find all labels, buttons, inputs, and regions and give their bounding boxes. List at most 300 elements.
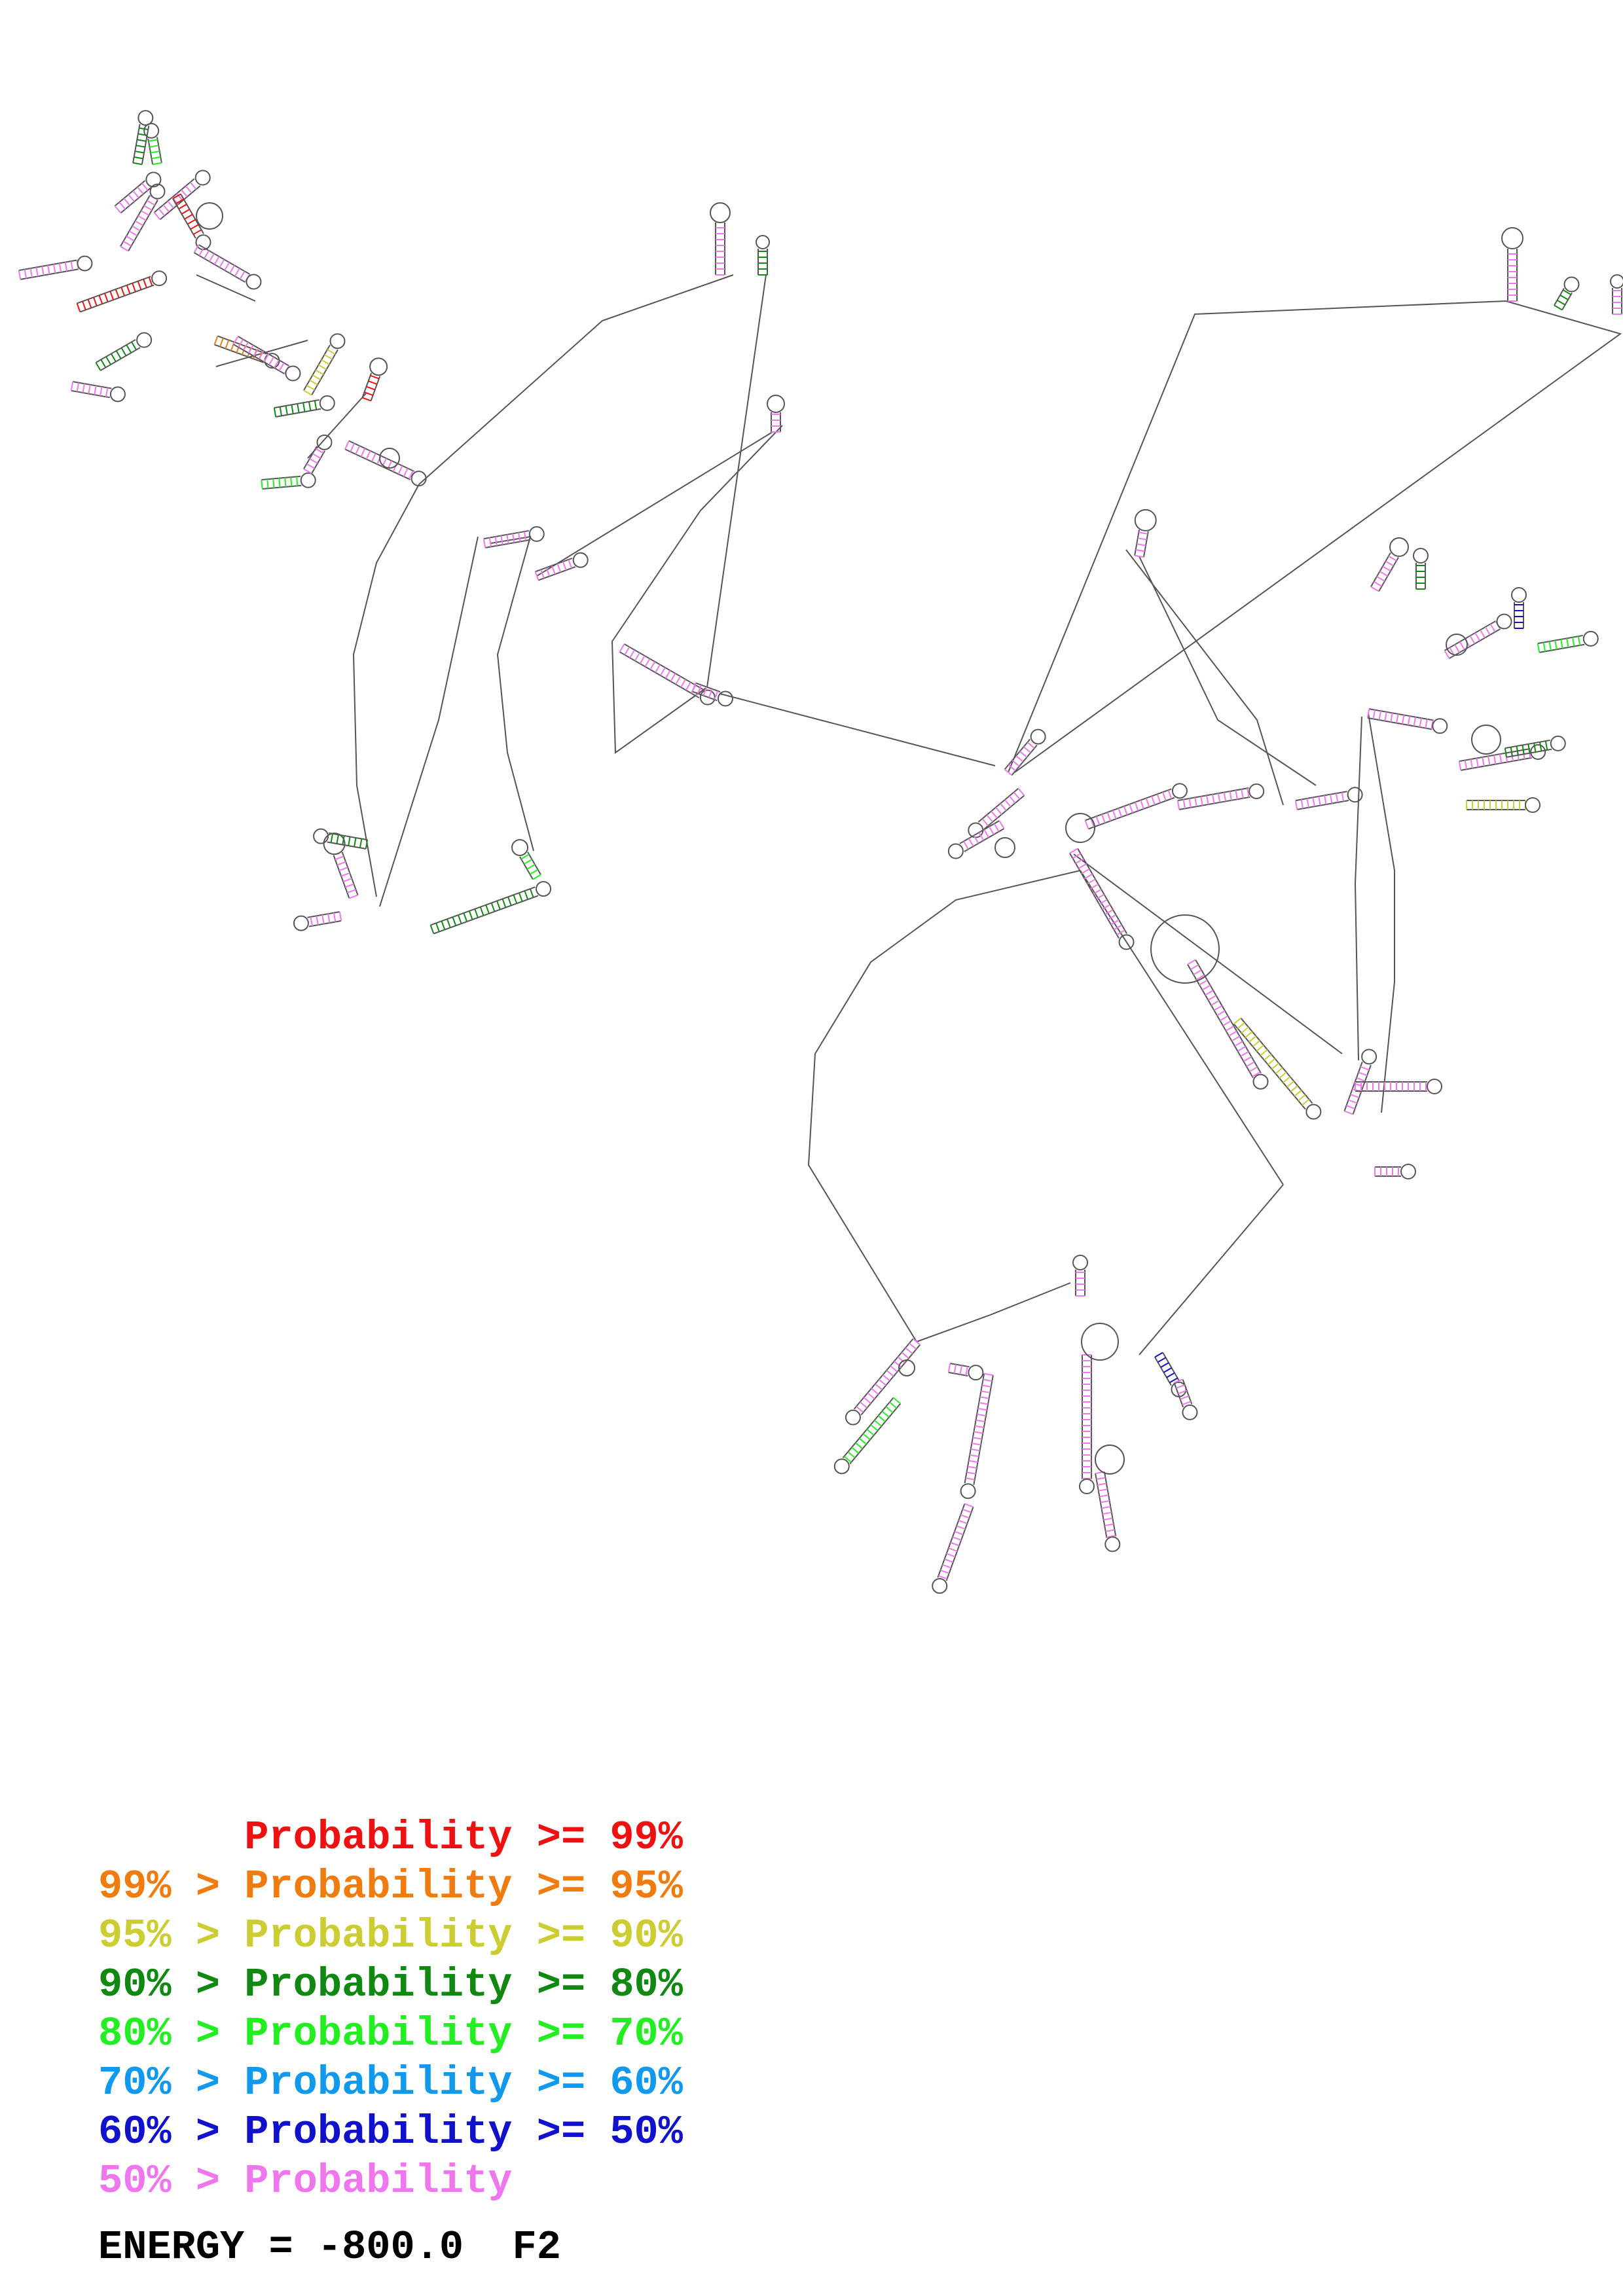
base-pair (193, 230, 201, 234)
base-pair (951, 1543, 959, 1546)
base-pair (1357, 1078, 1365, 1081)
base-pair (1176, 1385, 1185, 1388)
loop (1173, 783, 1187, 798)
base-pair (879, 1380, 886, 1386)
energy-readout (98, 2224, 561, 2270)
base-pair (452, 917, 456, 925)
base-pair (111, 353, 116, 361)
base-pair (163, 205, 169, 212)
base-pair (1557, 300, 1565, 305)
loop (1031, 730, 1046, 744)
base-pair (875, 1420, 882, 1426)
base-pair (360, 839, 361, 848)
base-pair (1201, 797, 1202, 806)
loop (1073, 1255, 1087, 1270)
legend-row (98, 2157, 683, 2206)
base-pair (149, 145, 158, 147)
base-pair (1138, 538, 1147, 539)
backbone-segment (809, 870, 1080, 1342)
base-pair (645, 658, 649, 666)
base-pair (860, 1439, 867, 1444)
helix (261, 473, 315, 489)
base-pair (484, 539, 485, 548)
base-pair (1290, 1086, 1298, 1092)
base-pair (1237, 1047, 1245, 1051)
base-pair (1368, 718, 1432, 729)
base-pair (404, 468, 408, 476)
legend-row (98, 1813, 683, 1862)
base-pair (1019, 789, 1025, 796)
base-pair (306, 386, 314, 390)
base-pair (974, 1431, 983, 1433)
loop (710, 203, 730, 223)
helix (304, 435, 332, 474)
base-pair (863, 1434, 870, 1440)
base-pair (984, 1374, 993, 1375)
loop (1348, 787, 1362, 802)
base-pair (1024, 747, 1031, 753)
loop (320, 396, 335, 410)
base-pair (949, 1363, 950, 1372)
backbone-segment (537, 432, 773, 576)
base-pair (1085, 789, 1172, 821)
base-pair (894, 1398, 901, 1404)
base-pair (318, 365, 326, 370)
base-pair (138, 281, 141, 290)
base-pair (496, 537, 497, 546)
base-pair (1223, 1021, 1231, 1026)
base-pair (475, 909, 478, 918)
base-pair (1296, 800, 1297, 810)
base-pair (181, 209, 189, 214)
base-pair (1351, 1094, 1359, 1098)
base-pair (71, 382, 73, 391)
helix (620, 644, 715, 705)
backbone-segment (720, 694, 995, 766)
loop (285, 367, 300, 381)
base-pair (1567, 638, 1568, 647)
base-pair (854, 1339, 913, 1409)
base-pair (563, 562, 566, 570)
base-pair (321, 360, 329, 365)
base-pair (686, 682, 691, 690)
base-pair (186, 186, 192, 193)
base-pair (852, 1447, 859, 1453)
base-pair (955, 1532, 963, 1535)
base-pair (137, 139, 146, 141)
backbone-segment (354, 484, 419, 897)
base-pair (1229, 1031, 1237, 1036)
helix (1502, 228, 1523, 301)
base-pair (1360, 1067, 1369, 1070)
legend-separator: > (195, 2060, 245, 2106)
helix (1080, 1355, 1094, 1494)
base-pair (949, 1372, 968, 1376)
base-pair (1118, 808, 1122, 817)
base-pair (361, 448, 365, 457)
base-pair (945, 1559, 953, 1562)
base-pair (334, 913, 335, 922)
base-pair (1235, 1041, 1243, 1046)
loop (574, 553, 588, 567)
base-pair (261, 480, 262, 489)
loop (512, 840, 528, 855)
base-pair (1213, 795, 1214, 804)
base-pair (220, 338, 223, 347)
legend-row (98, 2108, 683, 2157)
base-pair (977, 1414, 986, 1416)
base-pair (335, 856, 344, 859)
legend-label: Probability (244, 2109, 513, 2155)
base-pair (909, 1343, 917, 1349)
loop (138, 111, 153, 125)
base-pair (1243, 1057, 1251, 1062)
base-pair (135, 221, 143, 226)
base-pair (1486, 627, 1490, 635)
loop (1082, 1323, 1118, 1360)
base-pair (158, 209, 164, 216)
helix (96, 333, 152, 371)
base-pair (54, 264, 55, 274)
base-pair (142, 126, 149, 164)
base-pair (519, 893, 522, 901)
base-pair (442, 921, 445, 929)
base-pair (955, 1365, 956, 1374)
legend-upper-bound: >= 99% (512, 1814, 683, 1861)
base-pair (348, 836, 350, 846)
base-pair (630, 650, 634, 658)
base-pair (1247, 1062, 1254, 1066)
base-pair (1500, 754, 1501, 763)
base-pair (1287, 1081, 1294, 1087)
legend-lower-bound: 70% (98, 2060, 196, 2106)
base-pair (676, 676, 680, 684)
helix (314, 829, 367, 849)
loop (294, 916, 308, 931)
base-pair (883, 1375, 890, 1381)
base-pair (1425, 719, 1427, 728)
base-pair (1264, 1054, 1271, 1060)
loop (1135, 510, 1156, 531)
base-pair (191, 182, 196, 189)
base-pair (138, 216, 146, 221)
base-pair (1465, 761, 1467, 770)
legend-upper-bound: >= 50% (512, 2109, 683, 2155)
base-pair (1371, 587, 1379, 592)
base-pair (552, 565, 555, 574)
base-pair (215, 336, 218, 344)
loop (995, 838, 1015, 857)
backbone-segment (917, 1283, 1070, 1342)
base-pair (1099, 1495, 1108, 1496)
base-pair (1245, 1031, 1252, 1037)
energy-value: -800.0 (317, 2224, 464, 2270)
legend-label: Probability (244, 1814, 513, 1861)
helix (173, 194, 211, 250)
base-pair (309, 921, 341, 927)
base-pair (48, 265, 49, 274)
base-pair (557, 564, 560, 572)
loop (968, 1365, 983, 1380)
base-pair (994, 823, 999, 831)
loop (412, 471, 426, 486)
backbone-segment (491, 537, 534, 851)
base-pair (1330, 795, 1332, 804)
backbone-lines (196, 275, 1620, 1355)
base-pair (1260, 1050, 1267, 1056)
base-pair (369, 381, 377, 384)
base-pair (1182, 1401, 1191, 1405)
base-pair (1224, 793, 1226, 802)
helix (304, 334, 345, 395)
base-pair (1480, 630, 1485, 637)
base-pair (1088, 798, 1175, 829)
base-pair (1268, 1059, 1275, 1065)
base-pair (625, 647, 629, 655)
helix (932, 1504, 973, 1593)
base-pair (867, 1429, 874, 1435)
base-pair (1005, 800, 1011, 807)
base-pair (1241, 789, 1243, 798)
base-pair (524, 891, 528, 899)
base-pair (240, 271, 245, 279)
helix (1368, 709, 1448, 733)
base-pair (1101, 1501, 1110, 1502)
base-pair (119, 202, 125, 209)
base-pair (1482, 757, 1484, 766)
base-pair (1097, 1484, 1106, 1485)
helix (294, 912, 341, 930)
helix (19, 256, 92, 279)
loop (932, 1579, 947, 1593)
energy-gap (464, 2224, 512, 2270)
legend-upper-bound: >= 90% (512, 1912, 683, 1959)
base-pair (1256, 1045, 1264, 1051)
base-pair (343, 878, 352, 882)
helix (1174, 1380, 1197, 1420)
legend-separator: > (195, 2011, 245, 2057)
base-pair (972, 1443, 981, 1444)
helix (710, 203, 730, 275)
base-pair (1241, 1018, 1312, 1103)
base-pair (1012, 761, 1019, 766)
loop (1182, 1405, 1197, 1420)
base-pair (261, 476, 301, 480)
base-pair (481, 907, 484, 916)
base-pair (975, 1426, 984, 1427)
base-pair (655, 664, 660, 672)
base-pair (871, 1388, 879, 1394)
base-pair (436, 923, 439, 931)
backbone-segment (1355, 717, 1362, 1060)
legend-label: Probability (244, 2011, 513, 2057)
base-pair (1379, 711, 1381, 720)
base-pair (133, 190, 139, 198)
base-pair (1544, 643, 1545, 652)
base-pair (106, 387, 107, 397)
base-pair (1087, 879, 1095, 884)
base-pair (503, 899, 506, 907)
base-pair (151, 151, 160, 152)
legend-label: Probability (244, 2158, 513, 2204)
base-pair (280, 363, 284, 370)
base-pair (65, 262, 67, 272)
base-pair (991, 811, 997, 818)
legend-label: Probability (244, 2060, 513, 2106)
base-pair (969, 1461, 978, 1462)
base-pair (127, 285, 130, 294)
base-pair (1402, 715, 1404, 724)
base-pair (856, 1443, 863, 1448)
base-pair (19, 270, 20, 279)
base-pair (155, 213, 160, 220)
base-pair (886, 1407, 893, 1412)
base-pair (94, 386, 96, 395)
loop (1249, 784, 1264, 798)
base-pair (1307, 798, 1309, 808)
base-pair (316, 916, 318, 925)
base-pair (1385, 712, 1386, 721)
helix-clusters (19, 111, 1623, 1593)
base-pair (947, 1554, 955, 1557)
base-pair (362, 398, 371, 401)
base-pair (1555, 640, 1556, 649)
base-pair (304, 391, 312, 395)
base-pair (341, 873, 350, 876)
base-pair (1349, 1100, 1357, 1103)
legend-upper-bound: >= 70% (512, 2011, 683, 2057)
base-pair (984, 829, 989, 837)
base-pair (1082, 869, 1089, 874)
base-pair (71, 261, 73, 270)
helix (194, 245, 261, 289)
base-pair (42, 266, 43, 276)
base-pair (1000, 821, 1004, 829)
base-pair (902, 1352, 909, 1358)
helix (1155, 1353, 1186, 1397)
base-pair (882, 1411, 889, 1417)
base-pair (960, 1515, 969, 1518)
base-pair (501, 535, 502, 545)
base-pair (996, 808, 1002, 815)
base-pair (132, 342, 136, 350)
loop (1525, 798, 1540, 812)
base-pair (1155, 1357, 1171, 1386)
base-pair (486, 905, 489, 914)
base-pair (1070, 853, 1119, 939)
base-pair (433, 895, 538, 933)
loop (1095, 1445, 1124, 1474)
base-pair (1494, 755, 1495, 764)
base-pair (447, 919, 450, 927)
base-pair (153, 163, 162, 164)
base-pair (950, 1363, 970, 1367)
base-pair (1296, 791, 1347, 800)
helix (431, 882, 551, 933)
base-pair (1078, 849, 1127, 934)
base-pair (1099, 1489, 1108, 1490)
base-pair (1207, 795, 1208, 804)
base-pair (890, 1402, 897, 1408)
base-pair (297, 404, 299, 413)
base-pair (1554, 306, 1562, 310)
backbone-segment (380, 537, 478, 906)
base-pair (1560, 295, 1568, 300)
base-pair (309, 402, 310, 411)
base-pair (128, 194, 134, 202)
helix (1135, 510, 1156, 557)
loop (146, 172, 160, 187)
base-pair (987, 815, 993, 822)
base-pair (121, 287, 124, 296)
base-pair (848, 1452, 855, 1458)
base-pair (230, 265, 234, 273)
base-pair (490, 538, 491, 547)
base-pair (345, 884, 354, 888)
base-pair (1374, 582, 1381, 586)
base-pair (1010, 796, 1015, 803)
base-pair (875, 1384, 883, 1390)
base-pair (1140, 800, 1144, 809)
base-pair (134, 157, 143, 158)
base-pair (983, 1380, 993, 1381)
loop (1413, 548, 1428, 563)
base-pair (141, 211, 149, 215)
base-pair (324, 355, 332, 359)
base-pair (345, 441, 349, 450)
base-pair (1135, 529, 1139, 555)
base-pair (1144, 531, 1148, 557)
base-pair (1313, 797, 1314, 806)
loop (1611, 275, 1623, 288)
base-pair (1379, 571, 1387, 576)
energy-equals: = (244, 2224, 318, 2270)
base-pair (958, 1520, 967, 1524)
base-pair (940, 1570, 949, 1573)
base-pair (1090, 884, 1098, 889)
base-pair (1488, 756, 1489, 765)
base-pair (943, 1565, 951, 1568)
base-pair (666, 670, 670, 678)
base-pair (372, 454, 376, 462)
base-pair (871, 1425, 878, 1431)
legend-upper-bound: >= 95% (512, 1863, 683, 1910)
base-pair (968, 1467, 977, 1468)
base-pair (1188, 960, 1195, 965)
base-pair (1163, 1368, 1171, 1372)
base-pair (147, 200, 155, 205)
base-pair (864, 1397, 871, 1403)
base-pair (185, 215, 192, 219)
base-pair (1103, 1513, 1112, 1514)
loop (1432, 719, 1447, 733)
loop (1565, 277, 1579, 291)
base-pair (957, 1526, 965, 1529)
base-pair (168, 201, 173, 208)
base-pair (458, 915, 462, 924)
loop (718, 691, 733, 706)
base-pair (1084, 874, 1092, 878)
base-pair (661, 668, 665, 675)
base-pair (967, 1472, 976, 1473)
base-pair (132, 283, 136, 292)
base-pair (1106, 1530, 1115, 1531)
loop (301, 473, 316, 488)
loop (536, 882, 551, 896)
base-pair (1124, 806, 1127, 815)
base-pair (149, 139, 158, 141)
base-pair (123, 242, 131, 246)
